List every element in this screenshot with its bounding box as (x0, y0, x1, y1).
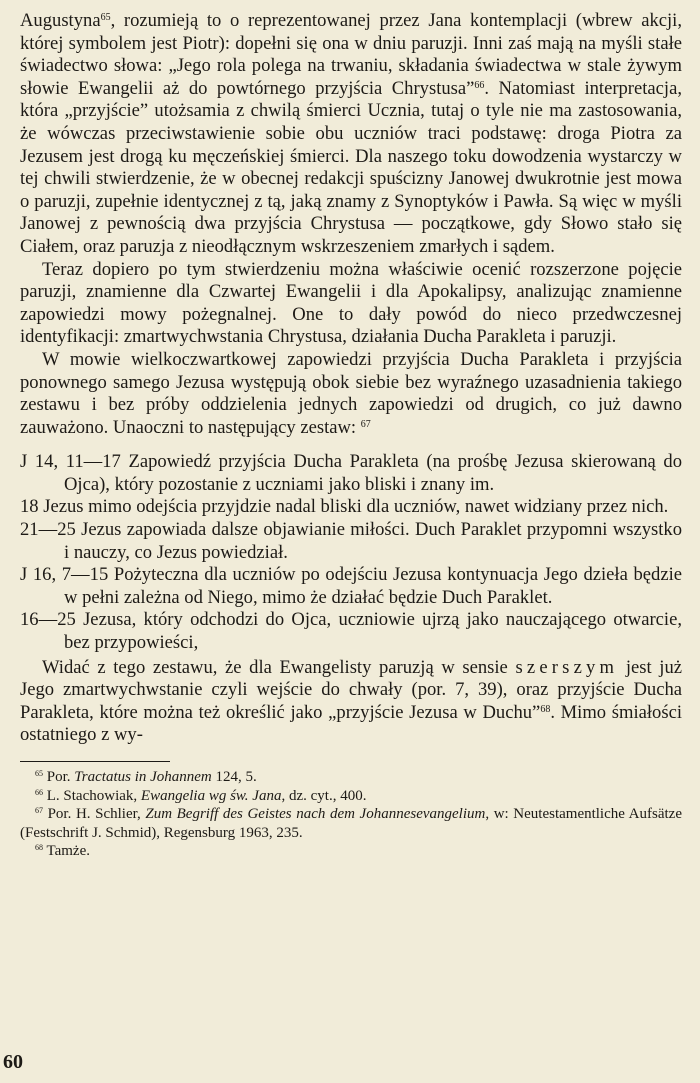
paragraph-1 (20, 10, 682, 259)
footnote-ref-66: 66 (474, 79, 485, 91)
text: , dz. cyt., 400. (281, 787, 367, 804)
text: , w: Neutestamentliche Aufsätze (Festschrift J. Schmid), Regensburg 1963, 235. (20, 806, 682, 841)
footnote-ref-65: 65 (100, 12, 111, 23)
list-item: J 14, 11—17 Zapowiedź przyjścia Ducha Parakleta (na prośbę Jezusa skierowaną do Ojca), który pozostanie z uczniami jako bliski i znany im. (20, 451, 682, 495)
footnote-66 (20, 787, 682, 806)
text: Tamże. (46, 843, 90, 860)
text: , rozumieją to o reprezentowanej przez Jana kontemplacji (wbrew akcji, której symbolem jest Piotr): dopełni się ona w dniu paruzji. Inni zaś mają na myśli stałe świadectwo słowa: „Jego rola polega na trwaniu, składania świadectwa w stale żywym słowie Ewangelii aż do powtórnego przyjścia Chrystusa” (20, 10, 682, 99)
title-italic: Ewangelia wg św. Jana (140, 787, 282, 804)
footnote-67 (20, 805, 682, 842)
footnote-68 (20, 842, 682, 861)
paragraph-2: Teraz dopiero po tym stwierdzeniu można właściwie ocenić rozszerzone pojęcie paruzji, znamienne dla Czwartej Ewangelii i dla Apokalipsy, analizując znamienne zapowiedzi mowy pożegnalnej. One to dały powód do nieco przedwczesnej identyfikacji: zmartwychwstania Chrystusa, działania Ducha Parakleta i paruzji. (20, 258, 682, 348)
text: L. Stachowiak, (46, 787, 141, 804)
text: jest już Jego zmartwychwstanie czyli wejście do chwały (por. 7, 39), oraz przyjście Ducha Parakleta, które można też określić jako „przyjście Jezusa w Duchu” (20, 656, 683, 723)
footnote-number: 68 (35, 843, 43, 853)
footnote-number: 67 (35, 806, 43, 816)
text: Augustyna (20, 10, 101, 31)
title-italic: Zum Begriff des Geistes nach dem Johannesevangelium (145, 806, 486, 823)
footnote-divider (20, 761, 170, 762)
list-item: 18 Jezus mimo odejścia przyjdzie nadal bliski dla uczniów, nawet widziany przez nich. (20, 496, 669, 518)
text: Por. (46, 769, 75, 785)
list-item: 21—25 Jezus zapowiada dalsze objawianie miłości. Duch Paraklet przypomni wszystko i nauczy, co Jezus powiedział. (20, 519, 682, 563)
text: Widać z tego zestawu, że dla Ewangelisty paruzją w sensie (42, 656, 508, 678)
page-number: 60 (3, 1051, 23, 1073)
footnote-number: 66 (35, 787, 43, 797)
footnotes (20, 768, 682, 861)
scripture-list (20, 451, 682, 654)
paragraph-3 (20, 349, 682, 439)
text: . Mimo śmiałości ostatniego z wy- (20, 701, 682, 746)
page-content (20, 10, 682, 861)
footnote-65 (20, 768, 682, 787)
text: 124, 5. (211, 769, 257, 785)
footnote-ref-68: 68 (540, 703, 551, 715)
title-italic: Tractatus in Johannem (74, 769, 212, 785)
footnote-number: 65 (35, 769, 43, 778)
text: Por. H. Schlier, (47, 806, 146, 823)
emphasis-spaced: szerszym (515, 656, 619, 678)
paragraph-4 (20, 657, 682, 747)
text: . Natomiast interpretacja, która „przyjście” utożsamia z chwilą śmierci Ucznia, tutaj o tyle nie ma zastosowania, że wówczas przeciwstawienie sobie obu uczniów traci podstawę: droga Piotra za Jezusem jest drogą ku męczeńskiej śmierci. Dla naszego toku dowodzenia wystarczy w tej chwili stwierdzenie, że w obecnej redakcji spuścizny Janowej dwukrotnie jest mowa o paruzji, zupełnie identycznej z tą, jaką znamy z Synoptyków i Pawła. Są więc w myśli Janowej z pewnością dwa przyjścia Chrystusa — początkowe, gdy Słowo stało się Ciałem, oraz paruzja z nieodłącznym wskrzeszeniem zmarłych i sądem. (20, 77, 682, 257)
text: W mowie wielkoczwartkowej zapowiedzi przyjścia Ducha Parakleta i przyjścia ponownego samego Jezusa występują obok siebie bez wyraźnego uzasadnienia takiego zestawu i bez próby oddzielenia jednych zapowiedzi od drugich, co już dawno zauważono. Unaoczni to następujący zestaw: (20, 348, 682, 438)
footnote-ref-67: 67 (360, 418, 371, 430)
list-item: 16—25 Jezusa, który odchodzi do Ojca, uczniowie ujrzą jako nauczającego otwarcie, bez przypowieści, (20, 609, 682, 654)
list-item: J 16, 7—15 Pożyteczna dla uczniów po odejściu Jezusa kontynuacja Jego dzieła będzie w pełni zależna od Niego, mimo że działać będzie Duch Paraklet. (20, 564, 682, 608)
